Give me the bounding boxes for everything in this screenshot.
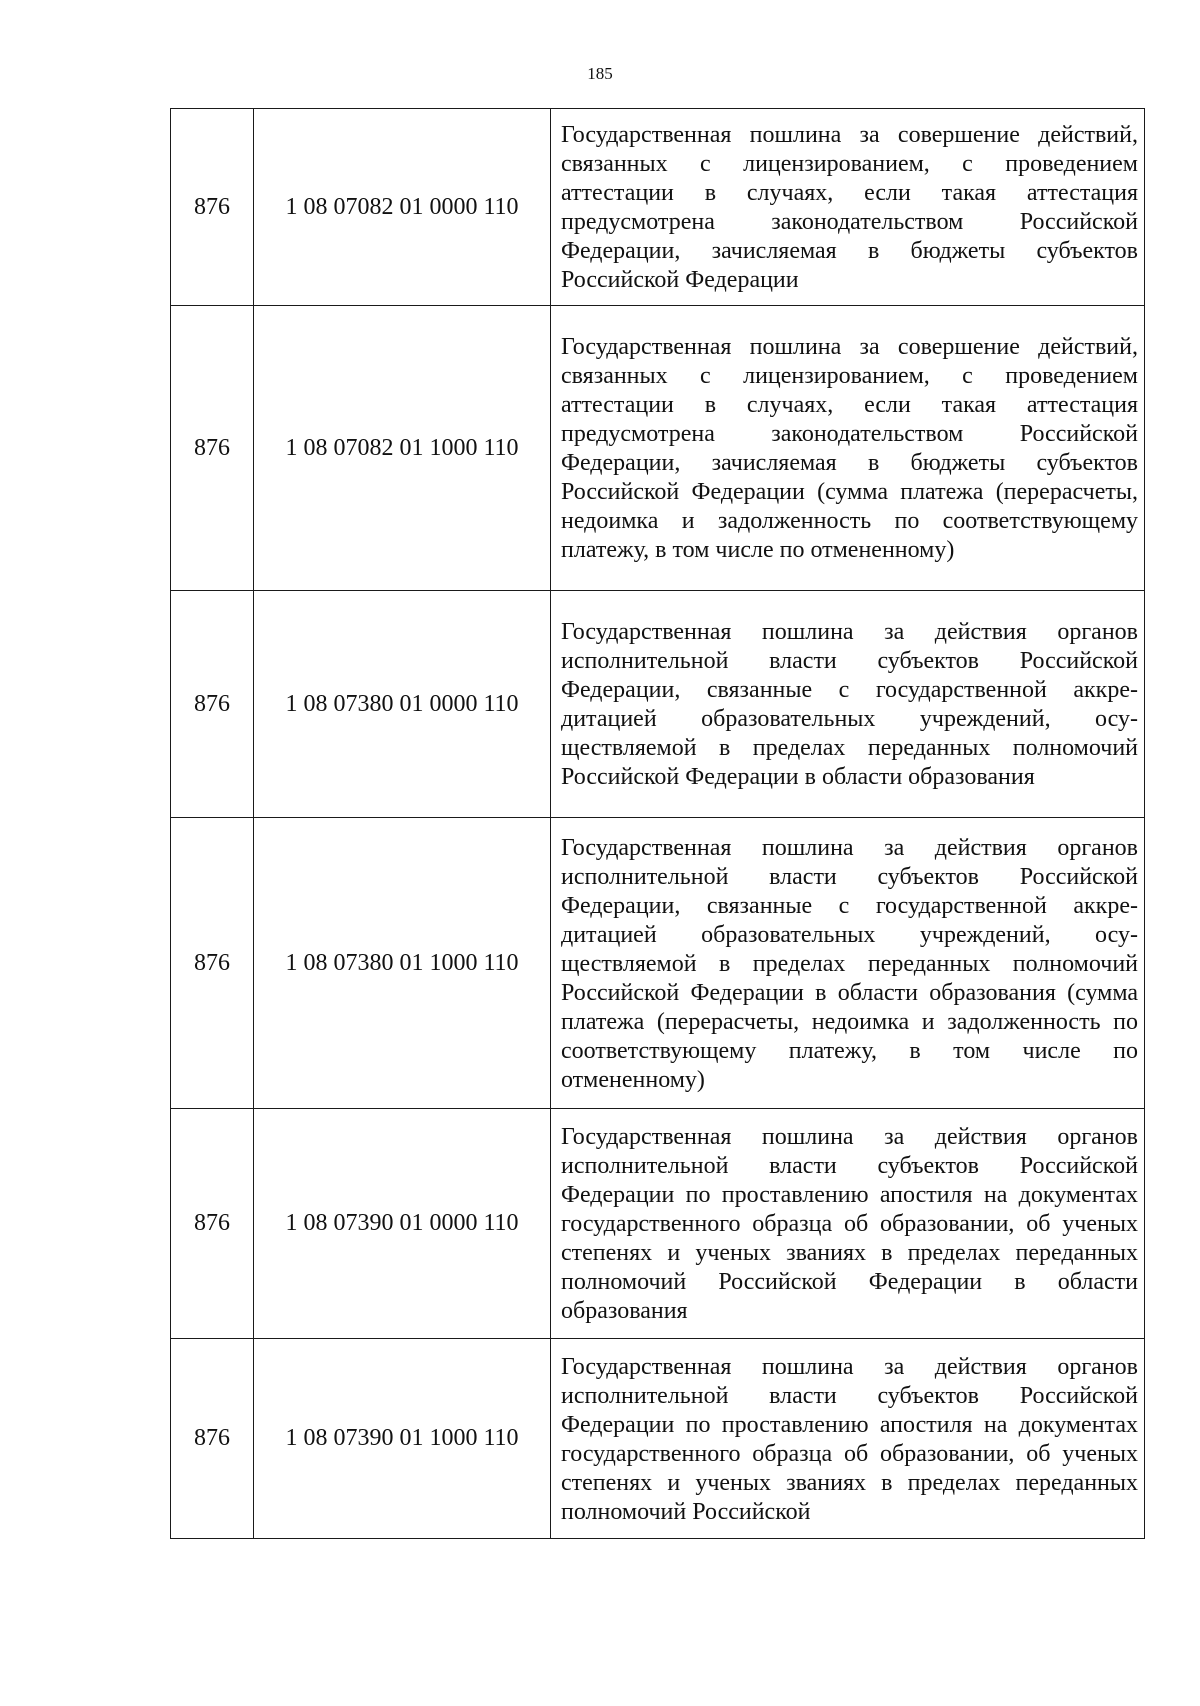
description-text: Государственная пошлина за совершение действий, связанных с лицензированием, с проведением аттестации в случаях, если такая аттестация предусмотрена законодательством Российской Федерации, зачисляемая в бюджеты субъектов Российской Федерации (сумма платежа (перерасчеты, недоимка и задолженность по соответствующему платежу, в том числе по отмененному) xyxy=(561,334,1138,563)
table-row xyxy=(171,591,1145,818)
description-text: Государственная пошлина за действия органов исполнительной власти субъектов Российской Федерации по проставлению апостиля на документах государственного образца об образовании, об ученых степенях и ученых званиях в пределах переданных полномочий Российской Федерации в области образования xyxy=(561,1124,1138,1324)
table-row xyxy=(171,306,1145,591)
description-cell xyxy=(551,1339,1145,1539)
description-cell xyxy=(551,306,1145,591)
kbk-code-cell: 1 08 07380 01 0000 110 xyxy=(254,591,551,818)
description-text: Государственная пошлина за действия органов исполнительной власти субъектов Российской Федерации, связанные с государственной аккредитацией образовательных учреждений, осуществляемой в пределах переданных полномочий Российской Федерации в области образования (сумма платежа (перерасчеты, недоимка и задолженность по соответствующему платежу, в том числе по отмененному) xyxy=(561,834,1138,1093)
description-text: Государственная пошлина за совершение действий, связанных с лицензированием, с проведением аттестации в случаях, если такая аттестация предусмотрена законодательством Российской Федерации, зачисляемая в бюджеты субъектов Российской Федерации xyxy=(561,122,1138,293)
admin-code-cell: 876 xyxy=(171,109,254,306)
description-cell xyxy=(551,1109,1145,1339)
kbk-code-cell: 1 08 07082 01 1000 110 xyxy=(254,306,551,591)
admin-code-cell: 876 xyxy=(171,306,254,591)
description-cell xyxy=(551,109,1145,306)
revenue-codes-table xyxy=(170,108,1145,1539)
kbk-code-cell: 1 08 07082 01 0000 110 xyxy=(254,109,551,306)
description-text: Государственная пошлина за действия органов исполнительной власти субъектов Российской Федерации, связанные с государственной аккредитацией образовательных учреждений, осуществляемой в пределах переданных полномочий Российской Федерации в области образования xyxy=(561,619,1138,790)
admin-code-cell: 876 xyxy=(171,1339,254,1539)
table-row xyxy=(171,1339,1145,1539)
description-text: Государственная пошлина за действия органов исполнительной власти субъектов Российской Федерации по проставлению апостиля на документах государственного образца об образовании, об ученых степенях и ученых званиях в пределах переданных полномочий Российской xyxy=(561,1353,1138,1525)
table-row xyxy=(171,109,1145,306)
admin-code-cell: 876 xyxy=(171,1109,254,1339)
page-number: 185 xyxy=(587,64,613,83)
admin-code-cell: 876 xyxy=(171,818,254,1109)
kbk-code-cell: 1 08 07390 01 1000 110 xyxy=(254,1339,551,1539)
description-cell xyxy=(551,818,1145,1109)
table-row xyxy=(171,1109,1145,1339)
kbk-code-cell: 1 08 07390 01 0000 110 xyxy=(254,1109,551,1339)
description-cell xyxy=(551,591,1145,818)
table-row xyxy=(171,818,1145,1109)
kbk-code-cell: 1 08 07380 01 1000 110 xyxy=(254,818,551,1109)
admin-code-cell: 876 xyxy=(171,591,254,818)
